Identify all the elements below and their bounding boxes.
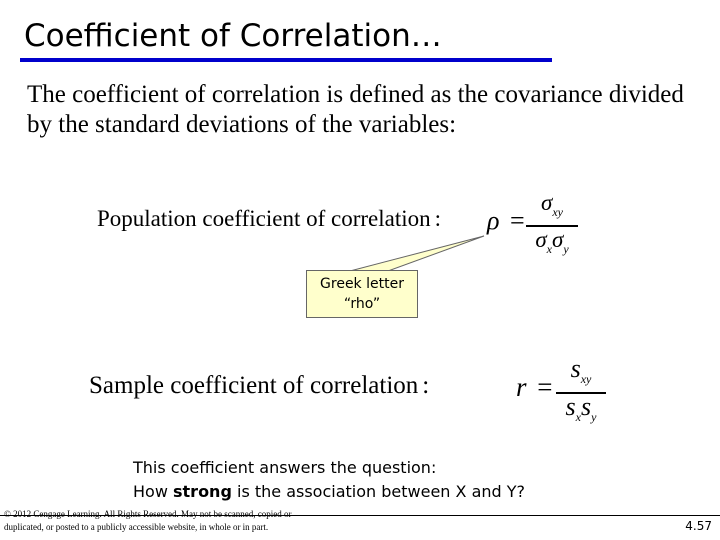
question-line-1: This coefficient answers the question: (133, 458, 437, 477)
question-line-2-end: is the association between X and Y? (231, 482, 526, 501)
sigma-numerator: σ (541, 190, 553, 215)
s-numerator: s (570, 354, 581, 383)
sigma-x: σ (535, 227, 547, 252)
population-label-text: Population coefficient of correlation (97, 206, 431, 231)
sample-r-symbol (516, 372, 553, 403)
population-num-subscript: xy (552, 205, 563, 219)
sample-den-subscript-y: y (591, 410, 597, 424)
greek-letter-callout (306, 270, 418, 318)
question-line-2 (133, 480, 525, 504)
callout-line-1: Greek letter (320, 276, 404, 292)
sample-fraction (556, 356, 606, 430)
sigma-y: σ (552, 227, 564, 252)
slide-title: Coefficient of Correlation… (24, 18, 442, 54)
sample-numerator (571, 356, 592, 392)
population-den-subscript-x: x (546, 242, 552, 256)
r-symbol: r (516, 372, 527, 402)
sample-equals: = (537, 372, 553, 402)
population-label-colon: : (434, 206, 441, 231)
copyright-line-2: duplicated, or posted to a publicly accessible website, in whole or in part. (4, 522, 269, 532)
sample-den-subscript-x: x (575, 410, 581, 424)
question-emphasis-strong: strong (173, 482, 232, 501)
s-x: s (565, 392, 576, 421)
question-text (133, 456, 525, 504)
sample-formula-label (89, 372, 429, 400)
slide-number: 4.57 (685, 519, 712, 533)
sample-label-text: Sample coefficient of correlation (89, 372, 419, 399)
rho-symbol: ρ (487, 206, 500, 235)
intro-text: The coefficient of correlation is defined as the covariance divided by the standard deviations of the variables: (27, 81, 684, 138)
copyright-line-1: © 2012 Cengage Learning. All Rights Reserved. May not be scanned, copied or (4, 509, 292, 519)
sample-denominator (566, 394, 597, 430)
copyright-notice (4, 508, 292, 534)
sample-label-colon: : (422, 372, 430, 399)
question-line-2-start: How (133, 482, 173, 501)
sample-num-subscript: xy (580, 372, 592, 386)
population-equals: = (509, 206, 525, 235)
population-den-subscript-y: y (563, 242, 569, 256)
callout-line-2: “rho” (343, 296, 381, 312)
callout-pointer-triangle (350, 236, 484, 271)
s-y: s (581, 392, 592, 421)
